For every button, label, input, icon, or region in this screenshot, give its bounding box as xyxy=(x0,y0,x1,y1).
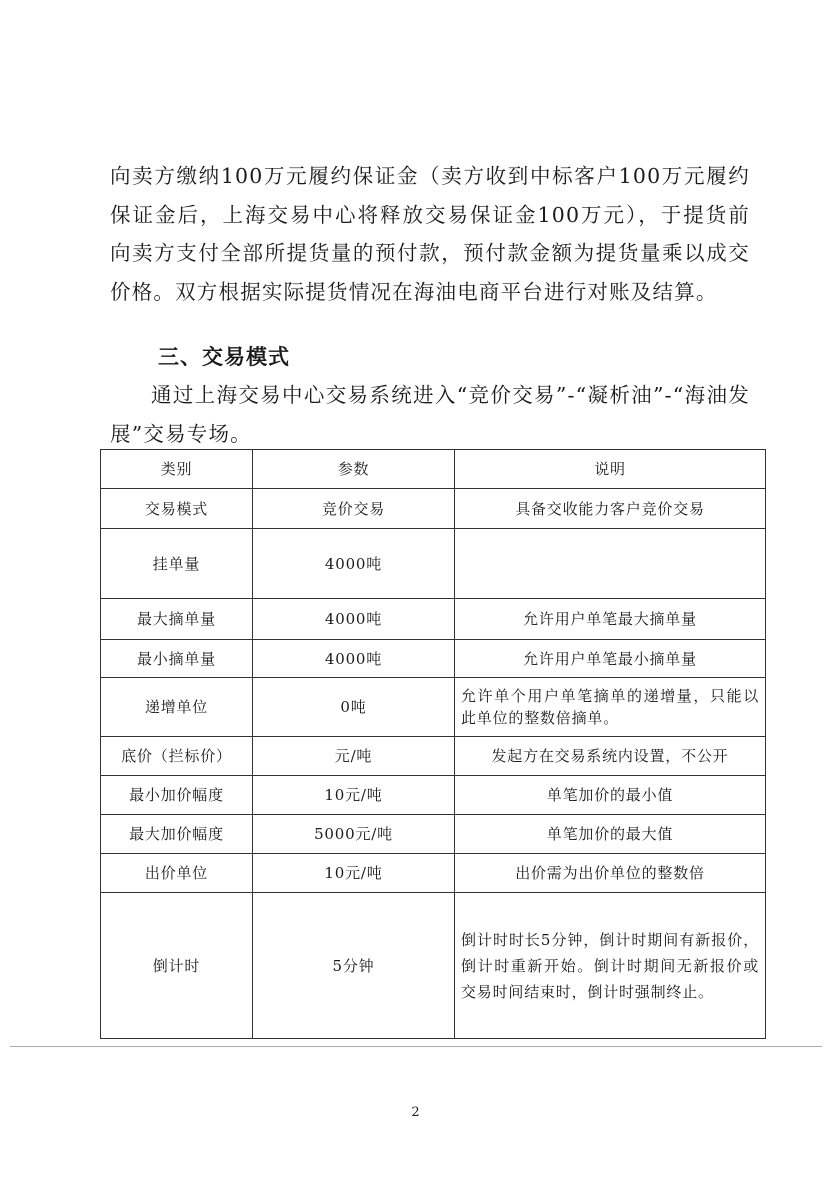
row-parameter: 元/吨 xyxy=(253,737,455,776)
row-parameter: 5000元/吨 xyxy=(253,815,455,854)
table-row xyxy=(101,893,766,1039)
table-header-row xyxy=(101,450,766,489)
row-description: 发起方在交易系统内设置，不公开 xyxy=(455,737,766,776)
header-parameter: 参数 xyxy=(253,450,455,489)
header-description: 说明 xyxy=(455,450,766,489)
row-category: 出价单位 xyxy=(101,854,253,893)
row-parameter: 竞价交易 xyxy=(253,489,455,529)
table-row xyxy=(101,489,766,529)
row-description: 允许单个用户单笔摘单的递增量，只能以此单位的整数倍摘单。 xyxy=(455,678,766,737)
table-row xyxy=(101,776,766,815)
row-description: 出价需为出价单位的整数倍 xyxy=(455,854,766,893)
row-category: 交易模式 xyxy=(101,489,253,529)
row-category: 最小加价幅度 xyxy=(101,776,253,815)
table-row xyxy=(101,599,766,640)
row-description: 允许用户单笔最小摘单量 xyxy=(455,640,766,678)
table-row xyxy=(101,640,766,678)
row-category: 最小摘单量 xyxy=(101,640,253,678)
row-category: 倒计时 xyxy=(101,893,253,1039)
row-description: 倒计时时长5分钟，倒计时期间有新报价，倒计时重新开始。倒计时期间无新报价或交易时间结束时，倒计时强制终止。 xyxy=(455,893,766,1039)
table-row xyxy=(101,854,766,893)
row-description xyxy=(455,529,766,599)
section-paragraph: 通过上海交易中心交易系统进入“竞价交易”-“凝析油”-“海油发展”交易专场。 xyxy=(110,383,750,446)
row-parameter: 10元/吨 xyxy=(253,776,455,815)
row-category: 底价（拦标价） xyxy=(101,737,253,776)
row-description: 单笔加价的最大值 xyxy=(455,815,766,854)
footer-divider xyxy=(10,1046,822,1047)
table-row xyxy=(101,529,766,599)
row-category: 递增单位 xyxy=(101,678,253,737)
row-parameter: 4000吨 xyxy=(253,529,455,599)
page-number: 2 xyxy=(411,1105,420,1120)
row-category: 最大摘单量 xyxy=(101,599,253,640)
row-description: 具备交收能力客户竞价交易 xyxy=(455,489,766,529)
header-category: 类别 xyxy=(101,450,253,489)
row-parameter: 4000吨 xyxy=(253,640,455,678)
row-description: 单笔加价的最小值 xyxy=(455,776,766,815)
intro-paragraph: 向卖方缴纳100万元履约保证金（卖方收到中标客户100万元履约保证金后，上海交易中心将释放交易保证金100万元），于提货前向卖方支付全部所提货量的预付款，预付款金额为提货量乘以成交价格。双方根据实际提货情况在海油电商平台进行对账及结算。 xyxy=(110,164,750,304)
row-description: 允许用户单笔最大摘单量 xyxy=(455,599,766,640)
row-category: 挂单量 xyxy=(101,529,253,599)
table-row xyxy=(101,737,766,776)
section-heading: 三、交易模式 xyxy=(158,345,290,369)
table-row xyxy=(101,678,766,737)
row-parameter: 4000吨 xyxy=(253,599,455,640)
row-parameter: 5分钟 xyxy=(253,893,455,1039)
row-category: 最大加价幅度 xyxy=(101,815,253,854)
row-parameter: 10元/吨 xyxy=(253,854,455,893)
table-row xyxy=(101,815,766,854)
row-parameter: 0吨 xyxy=(253,678,455,737)
trading-parameters-table xyxy=(100,449,766,1039)
